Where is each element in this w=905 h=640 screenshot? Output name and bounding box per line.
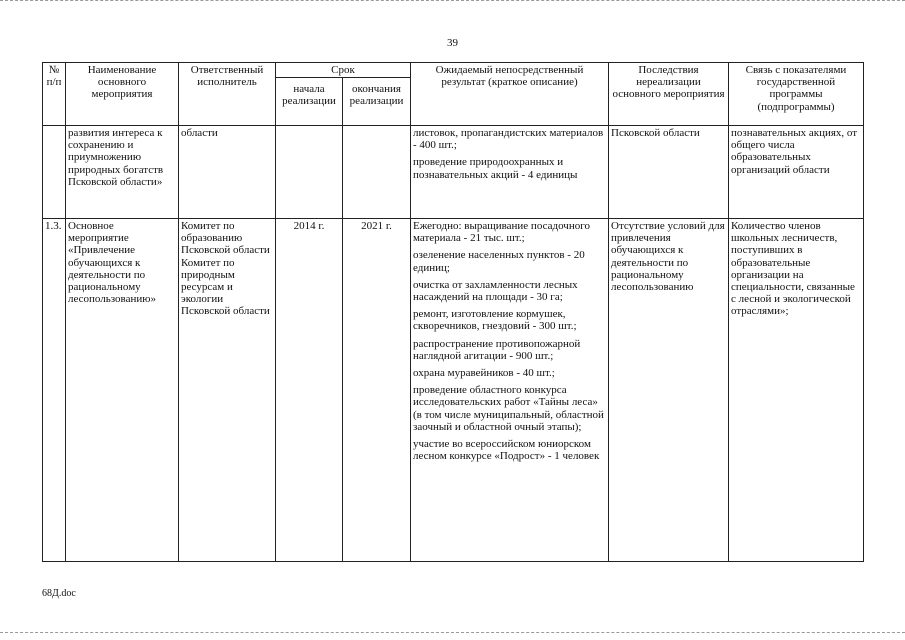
header-term: Срок [276, 63, 411, 78]
header-executor: Ответственный исполнитель [179, 63, 276, 126]
cell-consequences: Отсутствие условий для привлечения обучающихся к деятельности по рациональному лесопользованию [609, 219, 729, 562]
cell-num [43, 126, 66, 219]
header-link: Связь с показателями государственной программы (подпрограммы) [729, 63, 864, 126]
measures-table [42, 62, 864, 562]
cell-start: 2014 г. [276, 219, 343, 562]
scan-top-edge [0, 0, 905, 4]
page-number: 39 [447, 37, 458, 49]
cell-result [411, 219, 609, 562]
scan-bottom-edge [0, 632, 905, 635]
header-term-start: начала реализации [276, 78, 343, 126]
header-name: Наименование основного мероприятия [66, 63, 179, 126]
result-item: распространение противопожарной наглядной агитации - 900 шт.; [413, 337, 581, 362]
cell-name: развития интереса к сохранению и приумножению природных богатств Псковской области» [66, 126, 179, 219]
result-item: Ежегодно: выращивание посадочного материала - 21 тыс. шт.; [413, 220, 590, 245]
cell-start [276, 126, 343, 219]
result-item: участие во всероссийском юниорском лесном конкурсе «Подрост» - 1 человек [413, 438, 600, 463]
result-item: листовок, пропагандистских материалов - 400 шт.; [413, 127, 604, 152]
table-row [43, 126, 864, 219]
header-num: № п/п [43, 63, 66, 126]
header-result: Ожидаемый непосредственный результат (краткое описание) [411, 63, 609, 126]
result-item: озеленение населенных пунктов - 20 единиц; [413, 249, 585, 274]
cell-executor: Комитет по образованию Псковской области Комитет по природным ресурсам и экологии Псковской области [179, 219, 276, 562]
header-consequences: Последствия нереализации основного мероприятия [609, 63, 729, 126]
cell-num: 1.3. [43, 219, 66, 562]
result-item: охрана муравейников - 40 шт.; [413, 367, 555, 380]
footer-filename: 68Д.doc [42, 588, 76, 599]
cell-end [343, 126, 411, 219]
cell-executor: области [179, 126, 276, 219]
cell-end: 2021 г. [343, 219, 411, 562]
result-item: очистка от захламленности лесных насаждений на площади - 30 га; [413, 278, 578, 304]
cell-consequences: Псковской области [609, 126, 729, 219]
table-row [43, 219, 864, 562]
result-item: проведение областного конкурса исследовательских работ «Тайны леса» (в том числе муниципальный, областной заочный и областной очный этапы); [413, 384, 604, 433]
result-item: ремонт, изготовление кормушек, скворечников, гнездовий - 300 шт.; [413, 308, 577, 333]
cell-link: познавательных акциях, от общего числа образовательных организаций области [729, 126, 864, 219]
cell-name: Основное мероприятие «Привлечение обучающихся к деятельности по рациональному лесопользованию» [66, 219, 179, 562]
cell-result [411, 126, 609, 219]
header-term-end: окончания реализации [343, 78, 411, 126]
header-row [43, 63, 864, 78]
cell-link: Количество членов школьных лесничеств, поступивших в образовательные организации на специальности, связанные с лесной и экологической отраслями»; [729, 219, 864, 562]
result-item: проведение природоохранных и познавательных акций - 4 единицы [413, 156, 578, 181]
